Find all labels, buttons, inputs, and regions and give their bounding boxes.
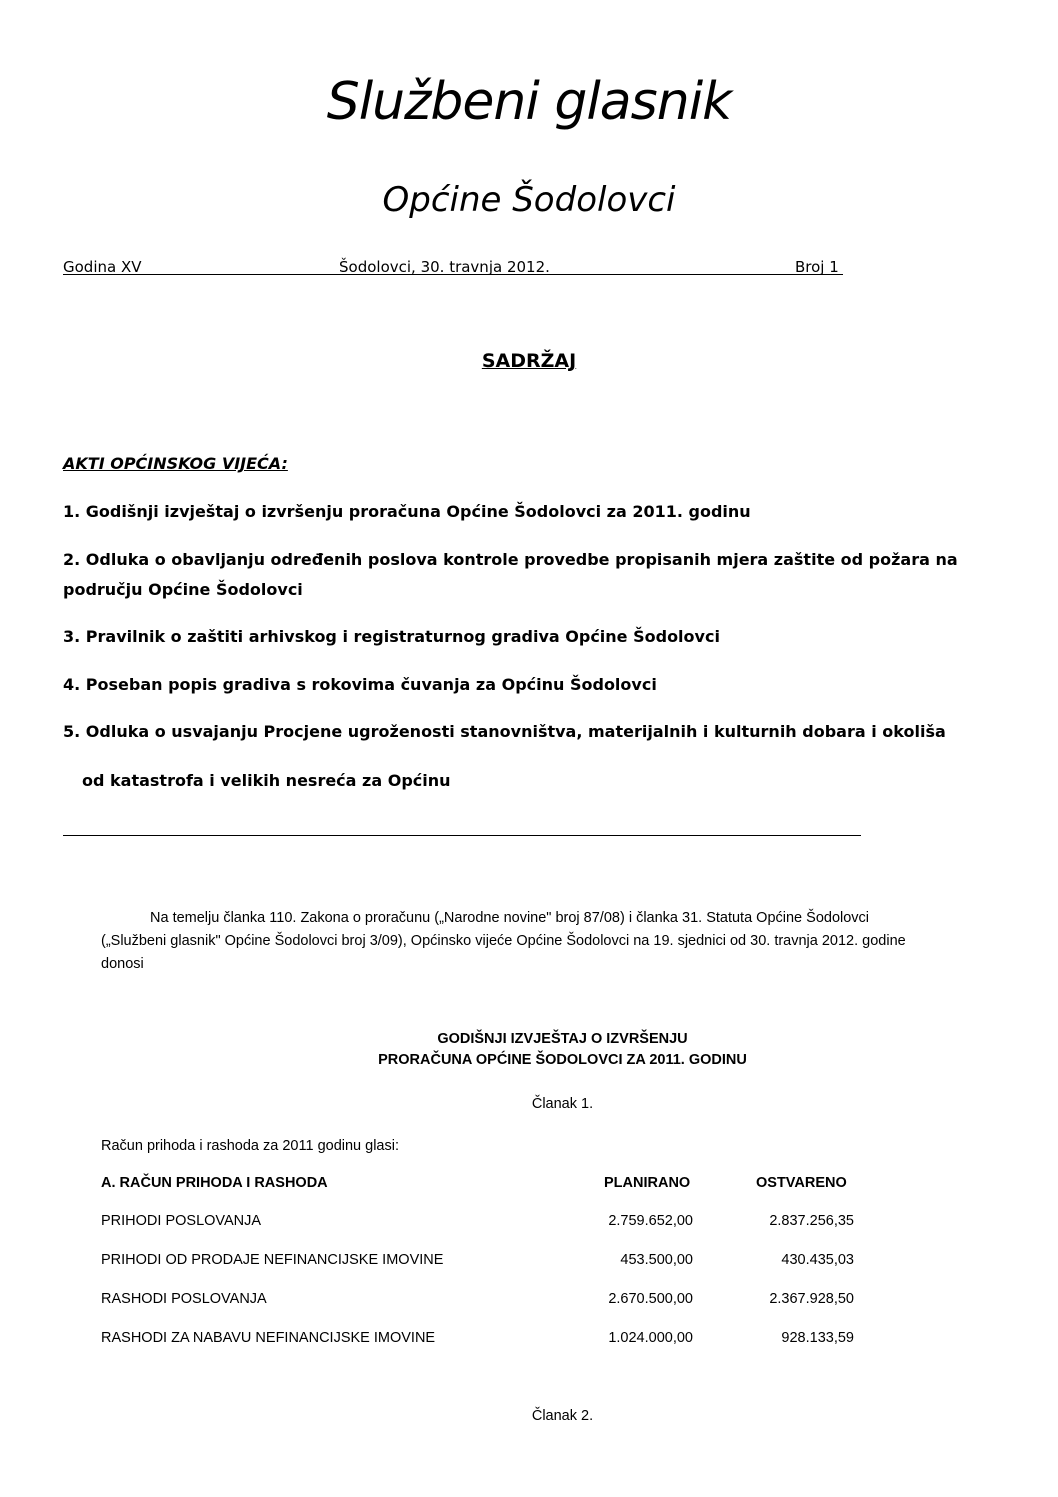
table-header-realized: OSTVARENO — [756, 1175, 847, 1191]
table-row-label: RASHODI ZA NABAVU NEFINANCIJSKE IMOVINE — [101, 1330, 436, 1346]
report-title-line-1: GODIŠNJI IZVJEŠTAJ O IZVRŠENJU — [437, 1031, 688, 1047]
toc-item-2-cont: području Općine Šodolovci — [63, 580, 303, 599]
preamble-line-3: donosi — [101, 956, 144, 972]
article-2-heading: Članak 2. — [531, 1408, 594, 1424]
gazette-subtitle: Općine Šodolovci — [382, 180, 676, 220]
preamble-line-1: Na temelju članka 110. Zakona o proračunu („Narodne novine" broj 87/08) i članka 31. Statuta Općine Šodolovci — [150, 910, 870, 926]
gazette-title: Službeni glasnik — [326, 72, 732, 132]
toc-item-2: 2. Odluka o obavljanju određenih poslova kontrole provedbe propisanih mjera zaštite od požara na — [63, 550, 958, 569]
issue-underline — [63, 274, 843, 275]
issue-number: Broj 1 — [795, 258, 839, 276]
toc-item-3: 3. Pravilnik o zaštiti arhivskog i registraturnog gradiva Općine Šodolovci — [63, 627, 720, 646]
table-row-label: PRIHODI POSLOVANJA — [101, 1213, 262, 1229]
contents-section-title: AKTI OPĆINSKOG VIJEĆA: — [63, 454, 288, 473]
toc-item-5: 5. Odluka o usvajanju Procjene ugroženosti stanovništva, materijalnih i kulturnih dobara i okoliša — [63, 722, 946, 741]
report-title-line-2: PRORAČUNA OPĆINE ŠODOLOVCI ZA 2011. GODINU — [378, 1052, 747, 1068]
table-row-realized: 2.367.928,50 — [769, 1291, 854, 1307]
contents-separator — [63, 835, 861, 836]
table-row-label: RASHODI POSLOVANJA — [101, 1291, 267, 1307]
table-row-planned: 1.024.000,00 — [608, 1330, 693, 1346]
toc-item-4: 4. Poseban popis gradiva s rokovima čuvanja za Općinu Šodolovci — [63, 675, 657, 694]
toc-item-1: 1. Godišnji izvještaj o izvršenju proračuna Općine Šodolovci za 2011. godinu — [63, 502, 751, 521]
table-header-planned: PLANIRANO — [604, 1175, 691, 1191]
table-row-label: PRIHODI OD PRODAJE NEFINANCIJSKE IMOVINE — [101, 1252, 444, 1268]
table-intro: Račun prihoda i rashoda za 2011 godinu glasi: — [101, 1138, 399, 1154]
table-row-planned: 2.759.652,00 — [608, 1213, 693, 1229]
article-1-heading: Članak 1. — [531, 1096, 594, 1112]
table-row-realized: 928.133,59 — [781, 1330, 854, 1346]
table-header-label: A. RAČUN PRIHODA I RASHODA — [101, 1175, 328, 1191]
issue-place-date: Šodolovci, 30. travnja 2012. — [339, 258, 550, 276]
table-row-realized: 430.435,03 — [781, 1252, 854, 1268]
table-row-planned: 2.670.500,00 — [608, 1291, 693, 1307]
table-row-realized: 2.837.256,35 — [769, 1213, 854, 1229]
table-row-planned: 453.500,00 — [620, 1252, 693, 1268]
toc-item-5-cont: od katastrofa i velikih nesreća za Općinu — [82, 771, 451, 790]
issue-year: Godina XV — [63, 258, 142, 276]
preamble-line-2: („Službeni glasnik" Općine Šodolovci broj 3/09), Općinsko vijeće Općine Šodolovci na 19. sjednici od 30. travnja 2012. godine — [101, 933, 906, 949]
contents-heading: SADRŽAJ — [481, 350, 577, 372]
